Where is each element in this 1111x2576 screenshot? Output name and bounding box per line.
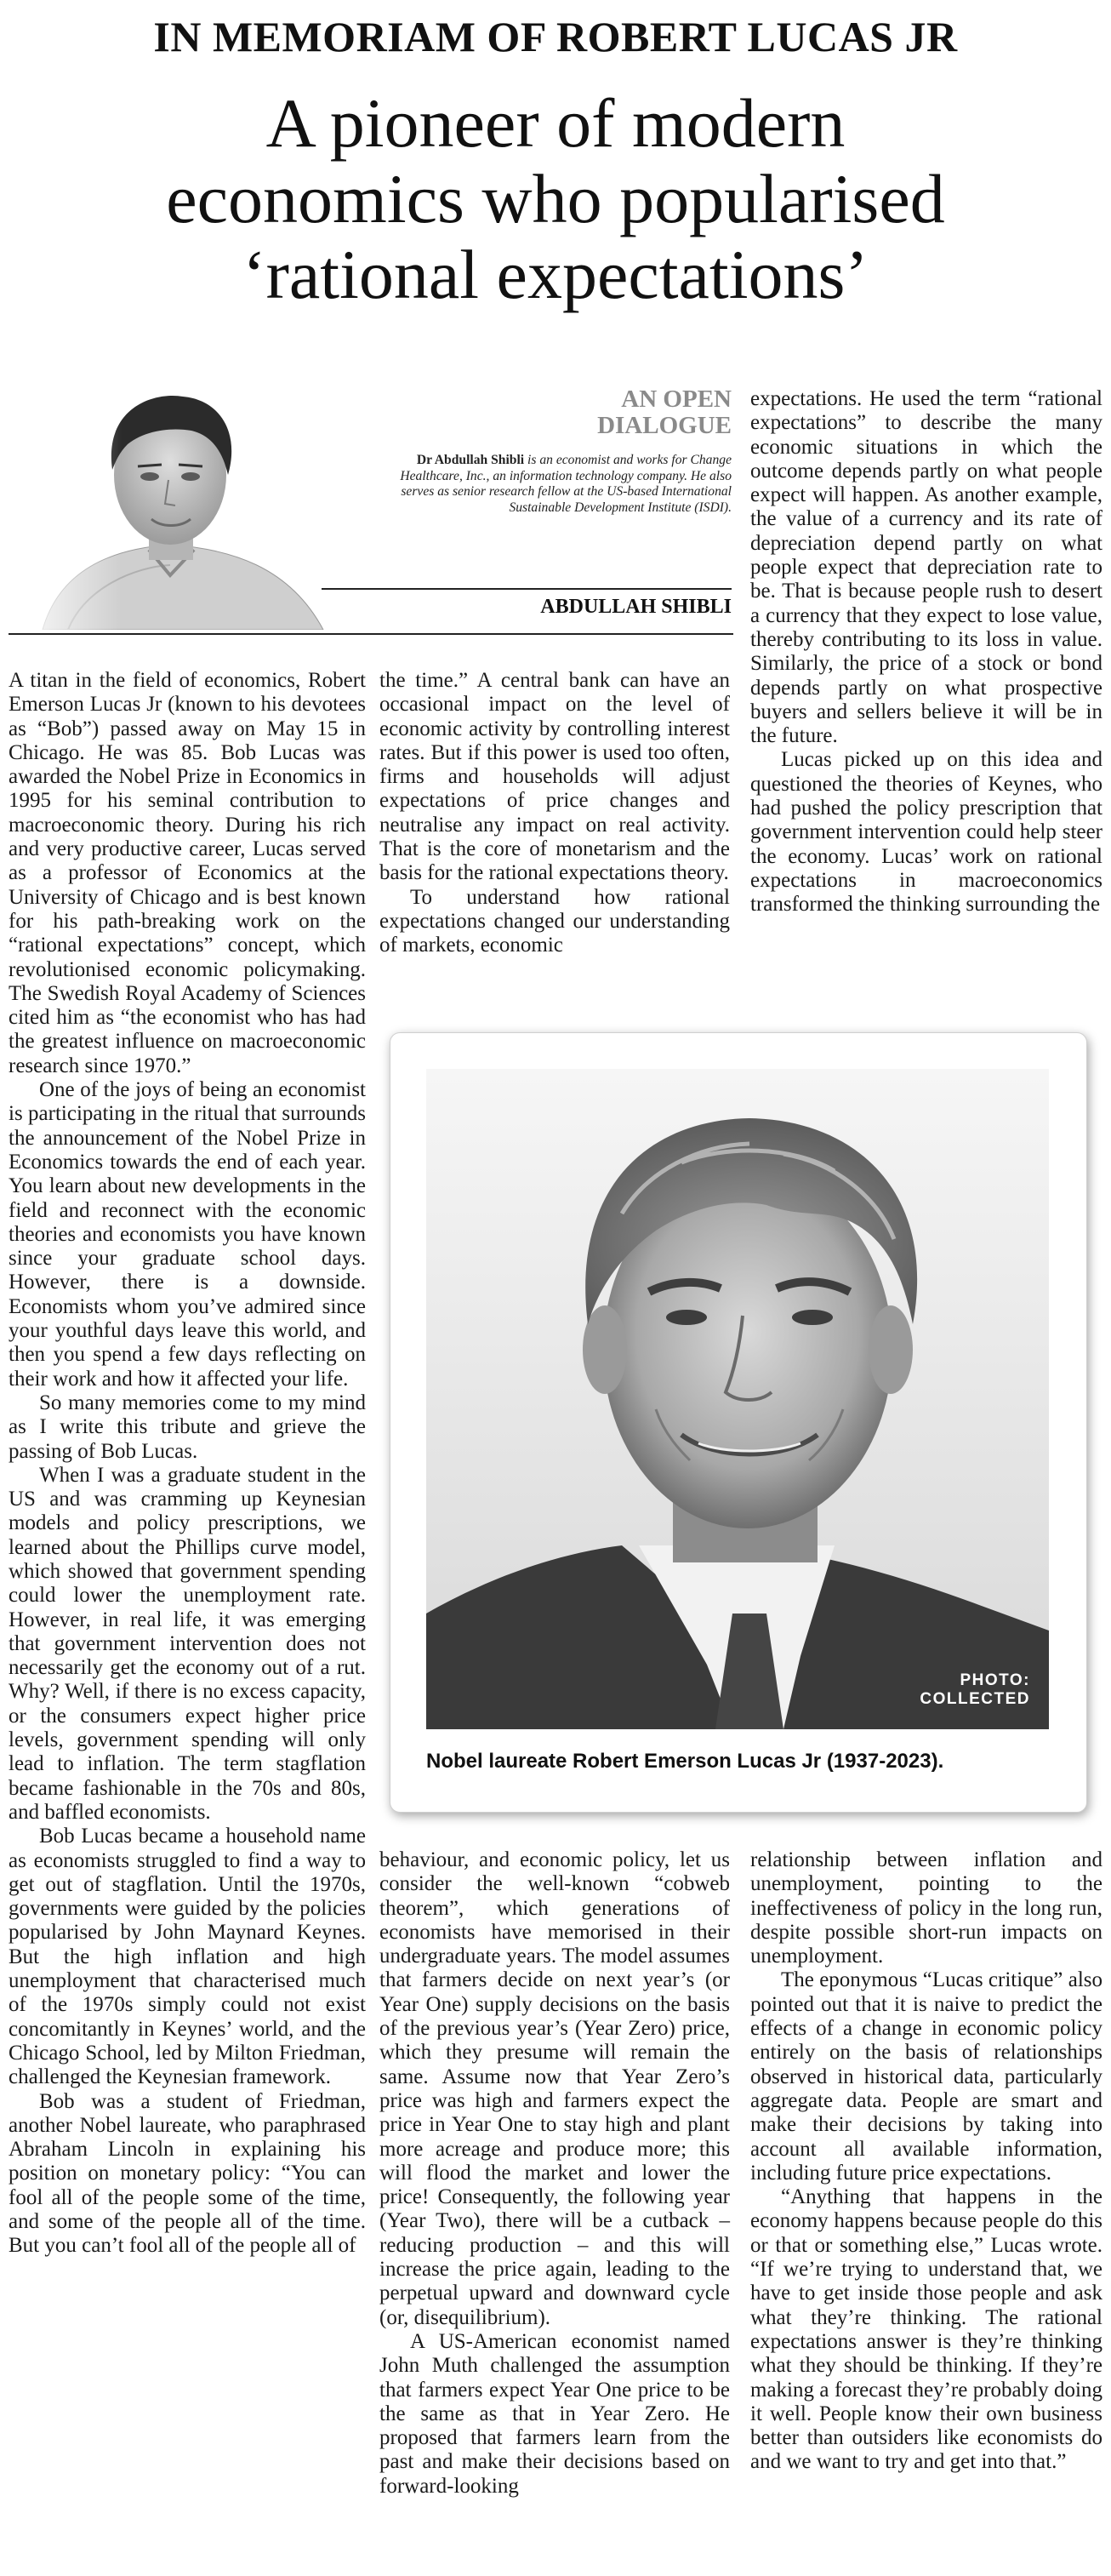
author-bio-name: Dr Abdullah Shibli	[416, 453, 525, 467]
article-column-3-top	[750, 387, 1102, 917]
article-column-2-bottom	[379, 1848, 730, 2499]
page-title	[34, 85, 1077, 312]
article-paragraph: One of the joys of being an economist is participating in the ritual that surrounds the announcement of the Nobel Prize in Economics towards the end of each year. You learn about new developments in the field and reconnect with the economic theories and economists you have known since your graduate school days. However, there is a downside. Economists whom you’ve admired since your youthful days leave this world, and then you spend a few days reflecting on their work and how it affected your life.	[9, 1078, 366, 1391]
kicker-headline: IN MEMORIAM OF ROBERT LUCAS JR	[153, 13, 958, 60]
photo-card	[390, 1032, 1087, 1813]
article-paragraph: A titan in the field of economics, Robert Emerson Lucas Jr (known to his devotees as “Bob”) passed away on May 15 in Chicago. He was 85. Bob Lucas was awarded the Nobel Prize in Economics in 1995 for his seminal contribution to macroeconomic theory. During his rich and very productive career, Lucas served as a professor of Economics at the University of Chicago and is best known for his path-breaking work on the “rational expectations” concept, which revolutionised economic policymaking. The Swedish Royal Academy of Sciences cited him as “the economist who has had the greatest influence on macroeconomic research since 1970.”	[9, 669, 366, 1077]
article-paragraph: A US-American economist named John Muth challenged the assumption that farmers expect Year One price to be the same as that in Year Zero. He proposed that farmers learn from the past and make their decisions based on forward-looking	[379, 2329, 730, 2498]
article-paragraph: behaviour, and economic policy, let us consider the well-known “cobweb theorem”, which generations of economists have memorised in their undergraduate years. The model assumes that farmers decide on next year’s (or Year One) supply decisions on the basis of the previous year’s (Year Zero) price, which they presume will remain the same. Assume now that Year Zero’s price was high and farmers expect the price in Year One to stay high and plant more acreage and produce more; this will flood the market and lower the price! Consequently, the following year (Year Two), there will be a cutback – reducing production – and this will increase the price again, leading to the perpetual upward and downward cycle (or, disequilibrium).	[379, 1848, 730, 2329]
article-paragraph: the time.” A central bank can have an occasional impact on the level of economic activity by controlling interest rates. But if this power is used too often, firms and households will adjust expectations of price changes and neutralise any impact on real activity. That is the core of monetarism and the basis for the rational expectations theory.	[379, 669, 730, 885]
photo-credit	[920, 1671, 1030, 1709]
author-bio-text: is an economist and works for Change Healthcare, Inc., an information technology company. He also serves as senior research fellow at the US-based International Sustainable Development Institute (ISDI).	[400, 453, 732, 515]
byline: ABDULLAH SHIBLI	[540, 596, 732, 618]
article-paragraph: To understand how rational expectations changed our understanding of markets, economic	[379, 885, 730, 957]
headline-line: economics who popularised	[166, 160, 945, 237]
section-divider	[9, 633, 733, 635]
article-paragraph: The eponymous “Lucas critique” also pointed out that it is naive to predict the effects of a change in economic policy entirely on the basis of relationships observed in historical data, particularly aggregate data. People are smart and make their decisions by taking into account all available information, including future price expectations.	[750, 1968, 1102, 2185]
article-paragraph: expectations. He used the term “rational expectations” to describe the many economic situations in which the outcome depends partly on what people expect will happen. As another example, the value of a currency and its rate of depreciation depend partly on what people expect that depreciation rate to be. That is because people rush to desert a currency that they expect to lose value, thereby contributing to its loss in value. Similarly, the price of a stock or bond depends partly on what prospective buyers and sellers believe it will be in the future.	[750, 387, 1102, 748]
article-paragraph: relationship between inflation and unemployment, pointing to the ineffectiveness of policy in the long run, despite possible short-run impacts on unemployment.	[750, 1848, 1102, 1968]
article-column-3-bottom	[750, 1848, 1102, 2475]
article-paragraph: “Anything that happens in the economy happens because people do this or that or something else,” Lucas wrote. “If we’re trying to understand that, we have to get inside those people and ask what they’re thinking. The rational expectations answer is they’re thinking what they should be thinking. If they’re making a forecast they’re probably doing it well. People know their own business better than outsiders like economists do and we want to try and get into that.”	[750, 2185, 1102, 2474]
photo-caption: Nobel laureate Robert Emerson Lucas Jr (1937-2023).	[426, 1750, 944, 1773]
lucas-photo	[426, 1069, 1049, 1729]
column-label	[476, 386, 732, 439]
photo-credit-line: COLLECTED	[920, 1690, 1030, 1708]
column-label-line: DIALOGUE	[597, 412, 732, 439]
article-paragraph: So many memories come to my mind as I write this tribute and grieve the passing of Bob Lucas.	[9, 1391, 366, 1463]
byline-divider	[322, 588, 732, 590]
article-paragraph: Bob was a student of Friedman, another Nobel laureate, who paraphrased Abraham Lincoln in explaining his position on monetary policy: “You can fool all of the people some of the time, and some of the people all of the time. But you can’t fool all of the people all of	[9, 2089, 366, 2258]
column-label-line: AN OPEN	[621, 386, 732, 413]
article-column-1	[9, 669, 366, 2259]
article-paragraph: Bob Lucas became a household name as economists struggled to find a way to get out of stagflation. Until the 1970s, governments were guided by the policies popularised by John Maynard Keynes. But the high inflation and high unemployment that characterised much of the 1970s simply could not exist concomitantly in Keynes’ world, and the Chicago School, led by Milton Friedman, challenged the Keynesian framework.	[9, 1825, 366, 2089]
photo-credit-line: PHOTO:	[960, 1671, 1030, 1689]
author-portrait	[9, 374, 332, 630]
article-paragraph: When I was a graduate student in the US and was cramming up Keynesian models and policy prescriptions, we learned about the Phillips curve model, which showed that government spending could lower the unemployment rate. However, in real life, it was emerging that government intervention does not necessarily get the economy out of a rut. Why? Well, if there is no excess capacity, or the consumers expect higher price levels, government spending will only lead to inflation. The term stagflation became fashionable in the 70s and 80s, and baffled economists.	[9, 1463, 366, 1824]
article-column-2-top	[379, 669, 730, 958]
headline-line: ‘rational expectations’	[242, 236, 869, 313]
headline-line: A pioneer of modern	[265, 84, 846, 162]
author-bio	[366, 453, 732, 516]
article-paragraph: Lucas picked up on this idea and questioned the theories of Keynes, who had pushed the policy prescription that government intervention could help steer the economy. Lucas’ work on rational expectations in macroeconomics transformed the thinking surrounding the	[750, 748, 1102, 917]
